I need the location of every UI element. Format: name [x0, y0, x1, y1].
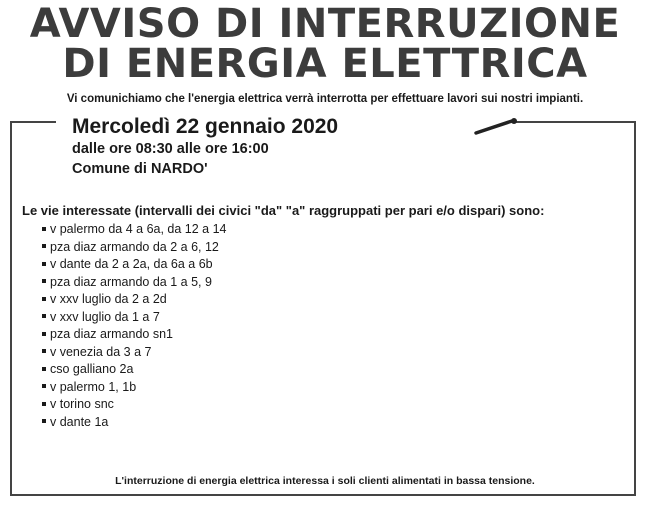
list-item: pza diaz armando da 2 a 6, 12	[42, 239, 227, 257]
bullet-icon	[42, 332, 46, 336]
open-switch-icon	[474, 114, 522, 136]
bullet-icon	[42, 314, 46, 318]
bullet-icon	[42, 349, 46, 353]
list-item: cso galliano 2a	[42, 361, 227, 379]
footer-note: L'interruzione di energia elettrica interessa i soli clienti alimentati in bassa tensione.	[115, 475, 535, 487]
bullet-icon	[42, 227, 46, 231]
street-list	[42, 221, 227, 431]
streets-header: Le vie interessate (intervalli dei civici "da" "a" raggruppati per pari e/o dispari) sono:	[22, 203, 545, 218]
interruption-date: Mercoledì 22 gennaio 2020	[72, 115, 339, 138]
notice-title-line2: DI ENERGIA ELETTRICA	[62, 41, 588, 87]
intro-text: Vi comunichiamo che l'energia elettrica verrà interrotta per effettuare lavori sui nostri impianti.	[66, 93, 584, 105]
list-item: v xxv luglio da 2 a 2d	[42, 291, 227, 309]
list-item: v xxv luglio da 1 a 7	[42, 309, 227, 327]
notice-title-line1: AVVISO DI INTERRUZIONE	[29, 1, 621, 47]
list-item: pza diaz armando da 1 a 5, 9	[42, 274, 227, 292]
bullet-icon	[42, 367, 46, 371]
list-item: pza diaz armando sn1	[42, 326, 227, 344]
interruption-time: dalle ore 08:30 alle ore 16:00	[72, 141, 269, 157]
list-item: v palermo da 4 a 6a, da 12 a 14	[42, 221, 227, 239]
bullet-icon	[42, 384, 46, 388]
list-item: v palermo 1, 1b	[42, 379, 227, 397]
frame-top-border-right	[514, 121, 636, 123]
municipality: Comune di NARDO'	[72, 161, 208, 177]
bullet-icon	[42, 279, 46, 283]
bullet-icon	[42, 297, 46, 301]
list-item: v dante da 2 a 2a, da 6a a 6b	[42, 256, 227, 274]
bullet-icon	[42, 419, 46, 423]
bullet-icon	[42, 262, 46, 266]
list-item: v dante 1a	[42, 414, 227, 432]
bullet-icon	[42, 244, 46, 248]
list-item: v venezia da 3 a 7	[42, 344, 227, 362]
frame-top-border-left	[10, 121, 56, 123]
bullet-icon	[42, 402, 46, 406]
list-item: v torino snc	[42, 396, 227, 414]
